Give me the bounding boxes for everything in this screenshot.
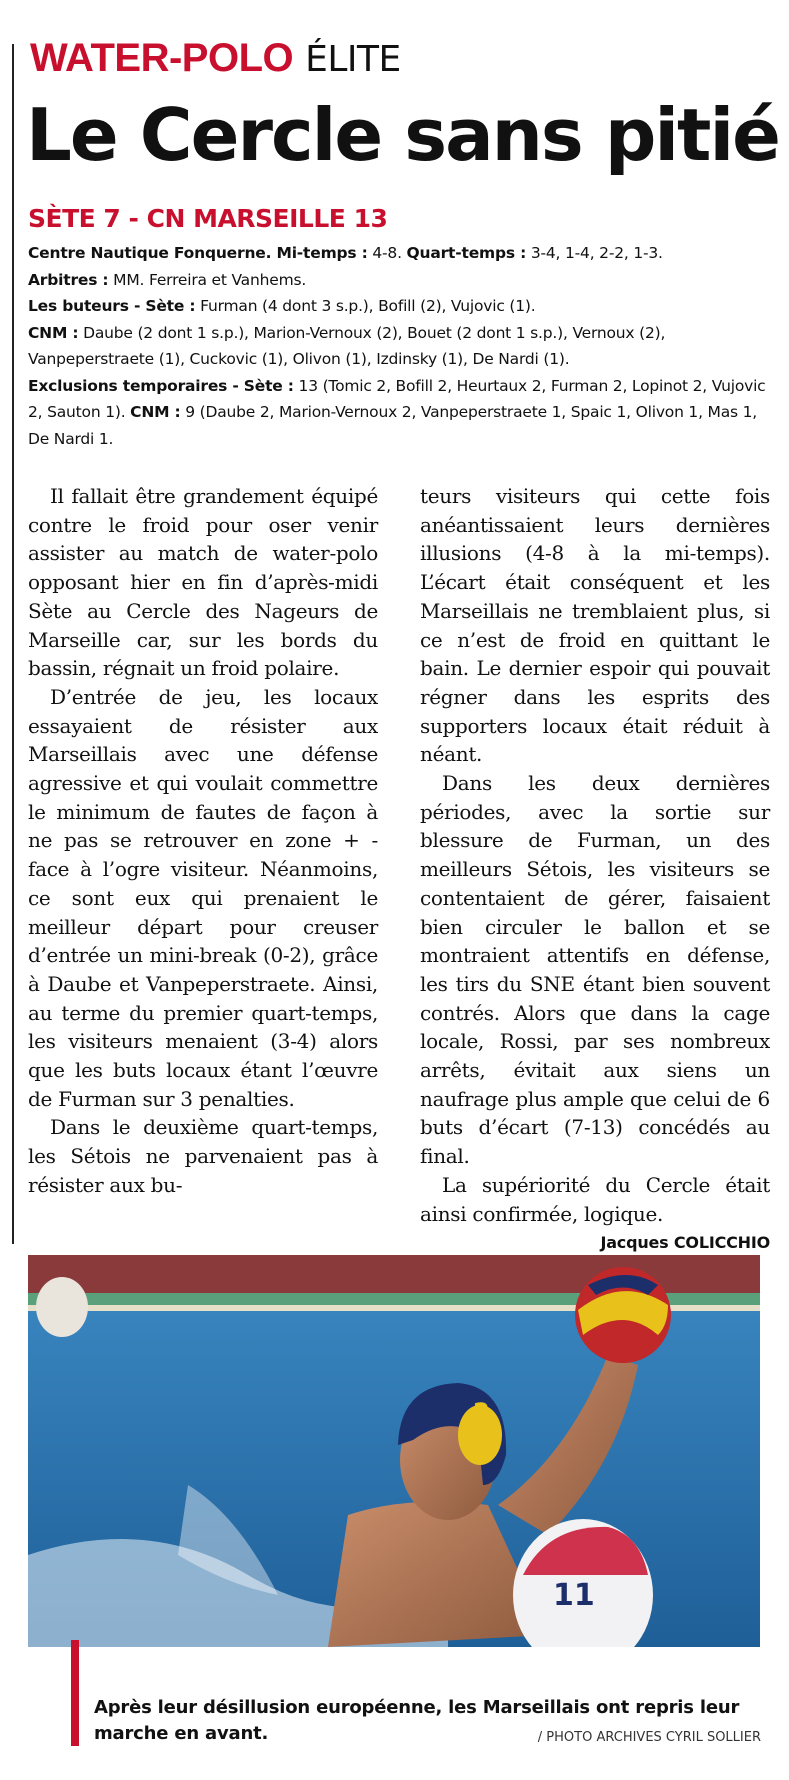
score-line: SÈTE 7 - CN MARSEILLE 13 xyxy=(28,204,388,233)
exclusions-sete-label: Exclusions temporaires - Sète : xyxy=(28,376,294,395)
article-photo xyxy=(28,1255,760,1647)
referees-names: MM. Ferreira et Vanhems. xyxy=(108,270,307,289)
article-column-1 xyxy=(28,482,378,1256)
info-scorers-sete xyxy=(28,293,773,320)
referees-label: Arbitres : xyxy=(28,270,109,289)
background-player-cap xyxy=(36,1277,88,1337)
venue-label: Centre Nautique Fonquerne. Mi-temps : xyxy=(28,244,368,262)
photo-caption: Après leur désillusion européenne, les Marseillais ont repris leur marche en avant. xyxy=(94,1697,740,1744)
headline: Le Cercle sans pitié xyxy=(26,93,779,177)
paragraph: Dans le deuxième quart-temps, les Sétois ne parvenaient pas à résister aux bu- xyxy=(28,1115,378,1197)
author-byline: Jacques COLICCHIO xyxy=(600,1233,770,1253)
left-rule xyxy=(12,44,14,1244)
cap-number-back: 11 xyxy=(553,1578,595,1613)
article-column-2 xyxy=(420,482,770,1256)
paragraph: teurs visiteurs qui cette fois anéantissaient leurs dernières illusions (4-8 à la mi-temps). L’écart était conséquent et les Marseillais ne tremblaient plus, si ce n’est de froid en quittant le bain. Le dernier espoir qui pouvait régner dans les esprits des supporters locaux était réduit à néant. xyxy=(420,484,770,767)
scorers-sete-label: Les buteurs - Sète : xyxy=(28,297,196,315)
cap-number-front: 2 xyxy=(473,1398,490,1426)
exclusions-sete: 13 (Tomic 2, Bofill 2, Heurtaux 2, Furman 2, Lopinot 2, Vujovic 2, Sauton 1). xyxy=(28,376,766,421)
halftime-score: 4-8. xyxy=(367,244,407,262)
info-referees xyxy=(28,267,773,294)
article-body xyxy=(28,482,770,1256)
paragraph: La supériorité du Cercle était ainsi confirmée, logique. xyxy=(420,1172,770,1226)
exclusions-cnm-label: CNM : xyxy=(130,403,181,421)
match-infobox xyxy=(28,240,773,452)
water-polo-photo xyxy=(28,1255,760,1647)
quarters-label: Quart-temps : xyxy=(406,244,527,262)
info-exclusions xyxy=(28,373,773,453)
info-scorers-cnm xyxy=(28,320,773,373)
scorers-cnm: Daube (2 dont 1 s.p.), Marion-Vernoux (2), Bouet (2 dont 1 s.p.), Vernoux (2), Vanpeperstraete (1), Cuckovic (1), Olivon (1), Izdinsky (1), De Nardi (1). xyxy=(28,323,666,368)
scorers-cnm-label: CNM : xyxy=(28,323,79,342)
paragraph: Il fallait être grandement équipé contre le froid pour oser venir assister au match de water-polo opposant hier en fin d’après-midi Sète au Cercle des Nageurs de Marseille car, sur les bords du bassin, régnait un froid polaire. xyxy=(28,484,378,681)
kicker-sport: WATER-POLO xyxy=(30,36,294,80)
photo-credit: / PHOTO ARCHIVES CYRIL SOLLIER xyxy=(537,1730,761,1745)
section-kicker xyxy=(30,34,401,84)
scorers-sete: Furman (4 dont 3 s.p.), Bofill (2), Vujovic (1). xyxy=(195,297,536,315)
paragraph: D’entrée de jeu, les locaux essayaient de résister aux Marseillais avec une défense agressive et qui voulait commettre le minimum de fautes de façon à ne pas se retrouver en zone + - face à l’ogre visiteur. Néanmoins, ce sont eux qui prenaient le meilleur départ pour creuser d’entrée un mini-break (0-2), grâce à Daube et Vanpeperstraete. Ainsi, au terme du premier quart-temps, les visiteurs menaient (3-4) alors que les buts locaux étant l’œuvre de Furman sur 3 penalties. xyxy=(28,684,378,1111)
quarters-scores: 3-4, 1-4, 2-2, 1-3. xyxy=(526,244,663,262)
paragraph: Dans les deux dernières périodes, avec la sortie sur blessure de Furman, un des meilleurs Sétois, les visiteurs se contentaient de gérer, faisaient bien circuler le ballon et se montraient attentifs en défense, les tirs du SNE étant bien souvent contrés. Alors que dans la cage locale, Rossi, par ses nombreux arrêts, évitait aux siens un naufrage plus ample que celui de 6 buts d’écart (7-13) concédés au final. xyxy=(420,771,770,1169)
kicker-division: ÉLITE xyxy=(305,39,401,80)
caption-accent-bar xyxy=(71,1640,79,1746)
exclusions-cnm: 9 (Daube 2, Marion-Vernoux 2, Vanpeperstraete 1, Spaic 1, Olivon 1, Mas 1, De Nardi 1. xyxy=(28,403,757,448)
info-venue xyxy=(28,240,773,267)
